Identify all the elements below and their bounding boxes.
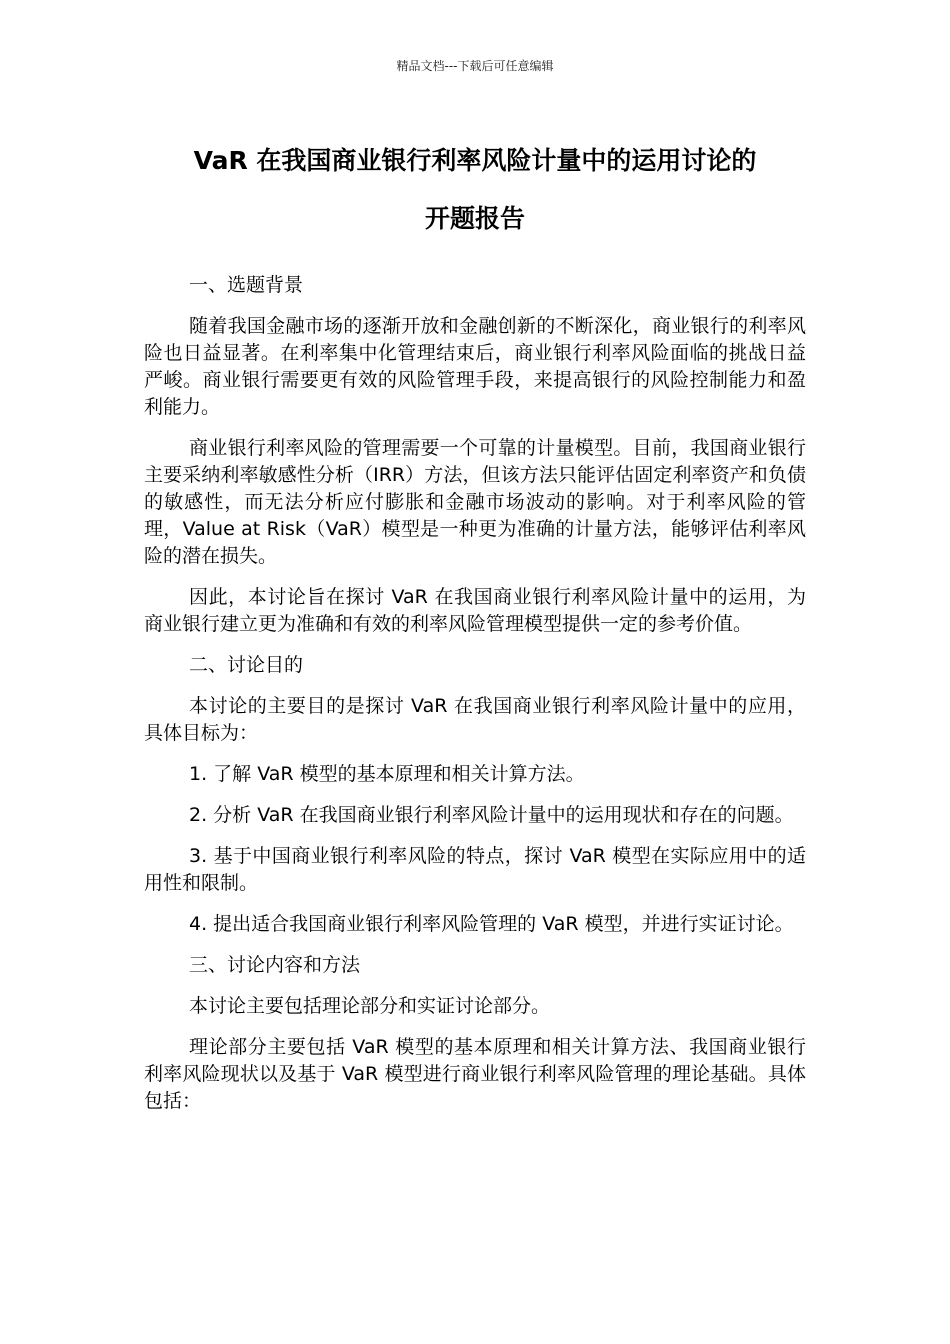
section-heading-content-methods: 三、讨论内容和方法 — [189, 954, 361, 976]
header-note: 精品文档---下载后可任意编辑 — [396, 59, 554, 73]
paragraph: 随着我国金融市场的逐渐开放和金融创新的不断深化，商业银行的利率风险也日益显著。在利率集中化管理结束后，商业银行利率风险面临的挑战日益严峻。商业银行需要更有效的风险管理手段，来提高银行的风险控制能力和盈利能力。 — [144, 315, 806, 418]
list-item: 3. 基于中国商业银行利率风险的特点，探讨 VaR 模型在实际应用中的适用性和限制。 — [144, 845, 806, 894]
paragraph: 本讨论主要包括理论部分和实证讨论部分。 — [189, 995, 551, 1017]
title-line-2: 开题报告 — [424, 204, 525, 233]
paragraph: 因此，本讨论旨在探讨 VaR 在我国商业银行利率风险计量中的运用，为商业银行建立更为准确和有效的利率风险管理模型提供一定的参考价值。 — [144, 586, 806, 635]
section-heading-purpose: 二、讨论目的 — [189, 654, 304, 676]
title-line-1: VaR 在我国商业银行利率风险计量中的运用讨论的 — [193, 146, 757, 175]
list-item: 4. 提出适合我国商业银行利率风险管理的 VaR 模型，并进行实证讨论。 — [189, 913, 794, 935]
document-title — [120, 132, 830, 248]
paragraph: 理论部分主要包括 VaR 模型的基本原理和相关计算方法、我国商业银行利率风险现状以及基于 VaR 模型进行商业银行利率风险管理的理论基础。具体包括： — [144, 1036, 806, 1112]
section-heading-background: 一、选题背景 — [189, 274, 304, 296]
paragraph: 商业银行利率风险的管理需要一个可靠的计量模型。目前，我国商业银行主要采纳利率敏感性分析（IRR）方法，但该方法只能评估固定利率资产和负债的敏感性，而无法分析应付膨胀和金融市场波动的影响。对于利率风险的管理，Value at Risk（VaR）模型是一种更为准确的计量方法，能够评估利率风险的潜在损失。 — [144, 437, 806, 567]
list-item: 2. 分析 VaR 在我国商业银行利率风险计量中的运用现状和存在的问题。 — [189, 804, 794, 826]
paragraph: 本讨论的主要目的是探讨 VaR 在我国商业银行利率风险计量中的应用，具体目标为： — [144, 695, 806, 744]
list-item: 1. 了解 VaR 模型的基本原理和相关计算方法。 — [189, 763, 585, 785]
document-body — [144, 272, 806, 1129]
